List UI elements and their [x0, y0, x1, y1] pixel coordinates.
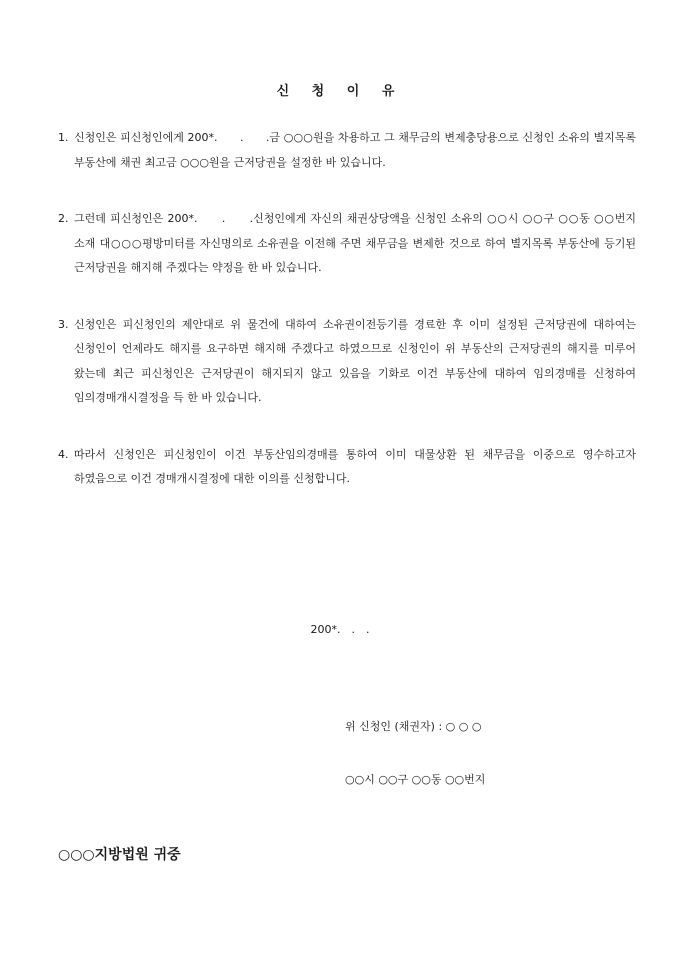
applicant-address: ○○시 ○○구 ○○동 ○○번지	[345, 773, 486, 786]
item-text: 그런데 피신청인은 200*. . .신청인에게 자신의 채권상당액을 신청인 소유의 ○○시 ○○구 ○○동 ○○번지 소재 대○○○평방미터를 자신명의로 소유권을 이전해 주면 채무금을 변제한 것으로 하여 별지목록 부동산에 등기된 근저당권을 해지해 주겠다는 약정을 한 바 있습니다.	[74, 212, 636, 274]
item-number: 1.	[58, 131, 69, 144]
item-text: 따라서 신청인은 피신청인이 이건 부동산임의경매를 통하여 이미 대물상환 된 채무금을 이중으로 영수하고자 하였음으로 이건 경매개시결정에 대한 이의를 신청합니다.	[74, 447, 636, 485]
court-addressee: ○○○지방법원 귀중	[58, 847, 181, 863]
reason-item	[58, 313, 636, 411]
reason-list	[58, 126, 636, 524]
applicant-line: 위 신청인 (채권자) : ○ ○ ○	[345, 720, 482, 733]
item-text: 신청인은 피신청인의 제안대로 위 물건에 대하여 소유권이전등기를 경료한 후 이미 설정된 근저당권에 대하여는 신청인이 언제라도 해지를 요구하면 해지해 주겠다고 하였으므로 신청인이 위 부동산의 근저당권의 해지를 미루어 왔는데 최근 피신청인은 근저당권이 해지되지 않고 있음을 기화로 이건 부동산에 대하여 임의경매를 신청하여 임의경매개시결정을 득 한 바 있습니다.	[74, 317, 636, 404]
item-text: 신청인은 피신청인에게 200*. . .금 ○○○원을 차용하고 그 채무금의 변제충당용으로 신청인 소유의 별지목록 부동산에 채권 최고금 ○○○원을 근저당권을 설정한 바 있습니다.	[74, 131, 636, 169]
reason-item	[58, 126, 636, 175]
item-number: 3.	[58, 317, 69, 331]
reason-item	[58, 443, 636, 492]
reason-item	[58, 207, 636, 281]
item-number: 2.	[58, 212, 69, 225]
filing-date: 200*. . .	[310, 623, 370, 636]
item-number: 4.	[58, 447, 69, 461]
document-title: 신 청 이 유	[276, 84, 404, 99]
